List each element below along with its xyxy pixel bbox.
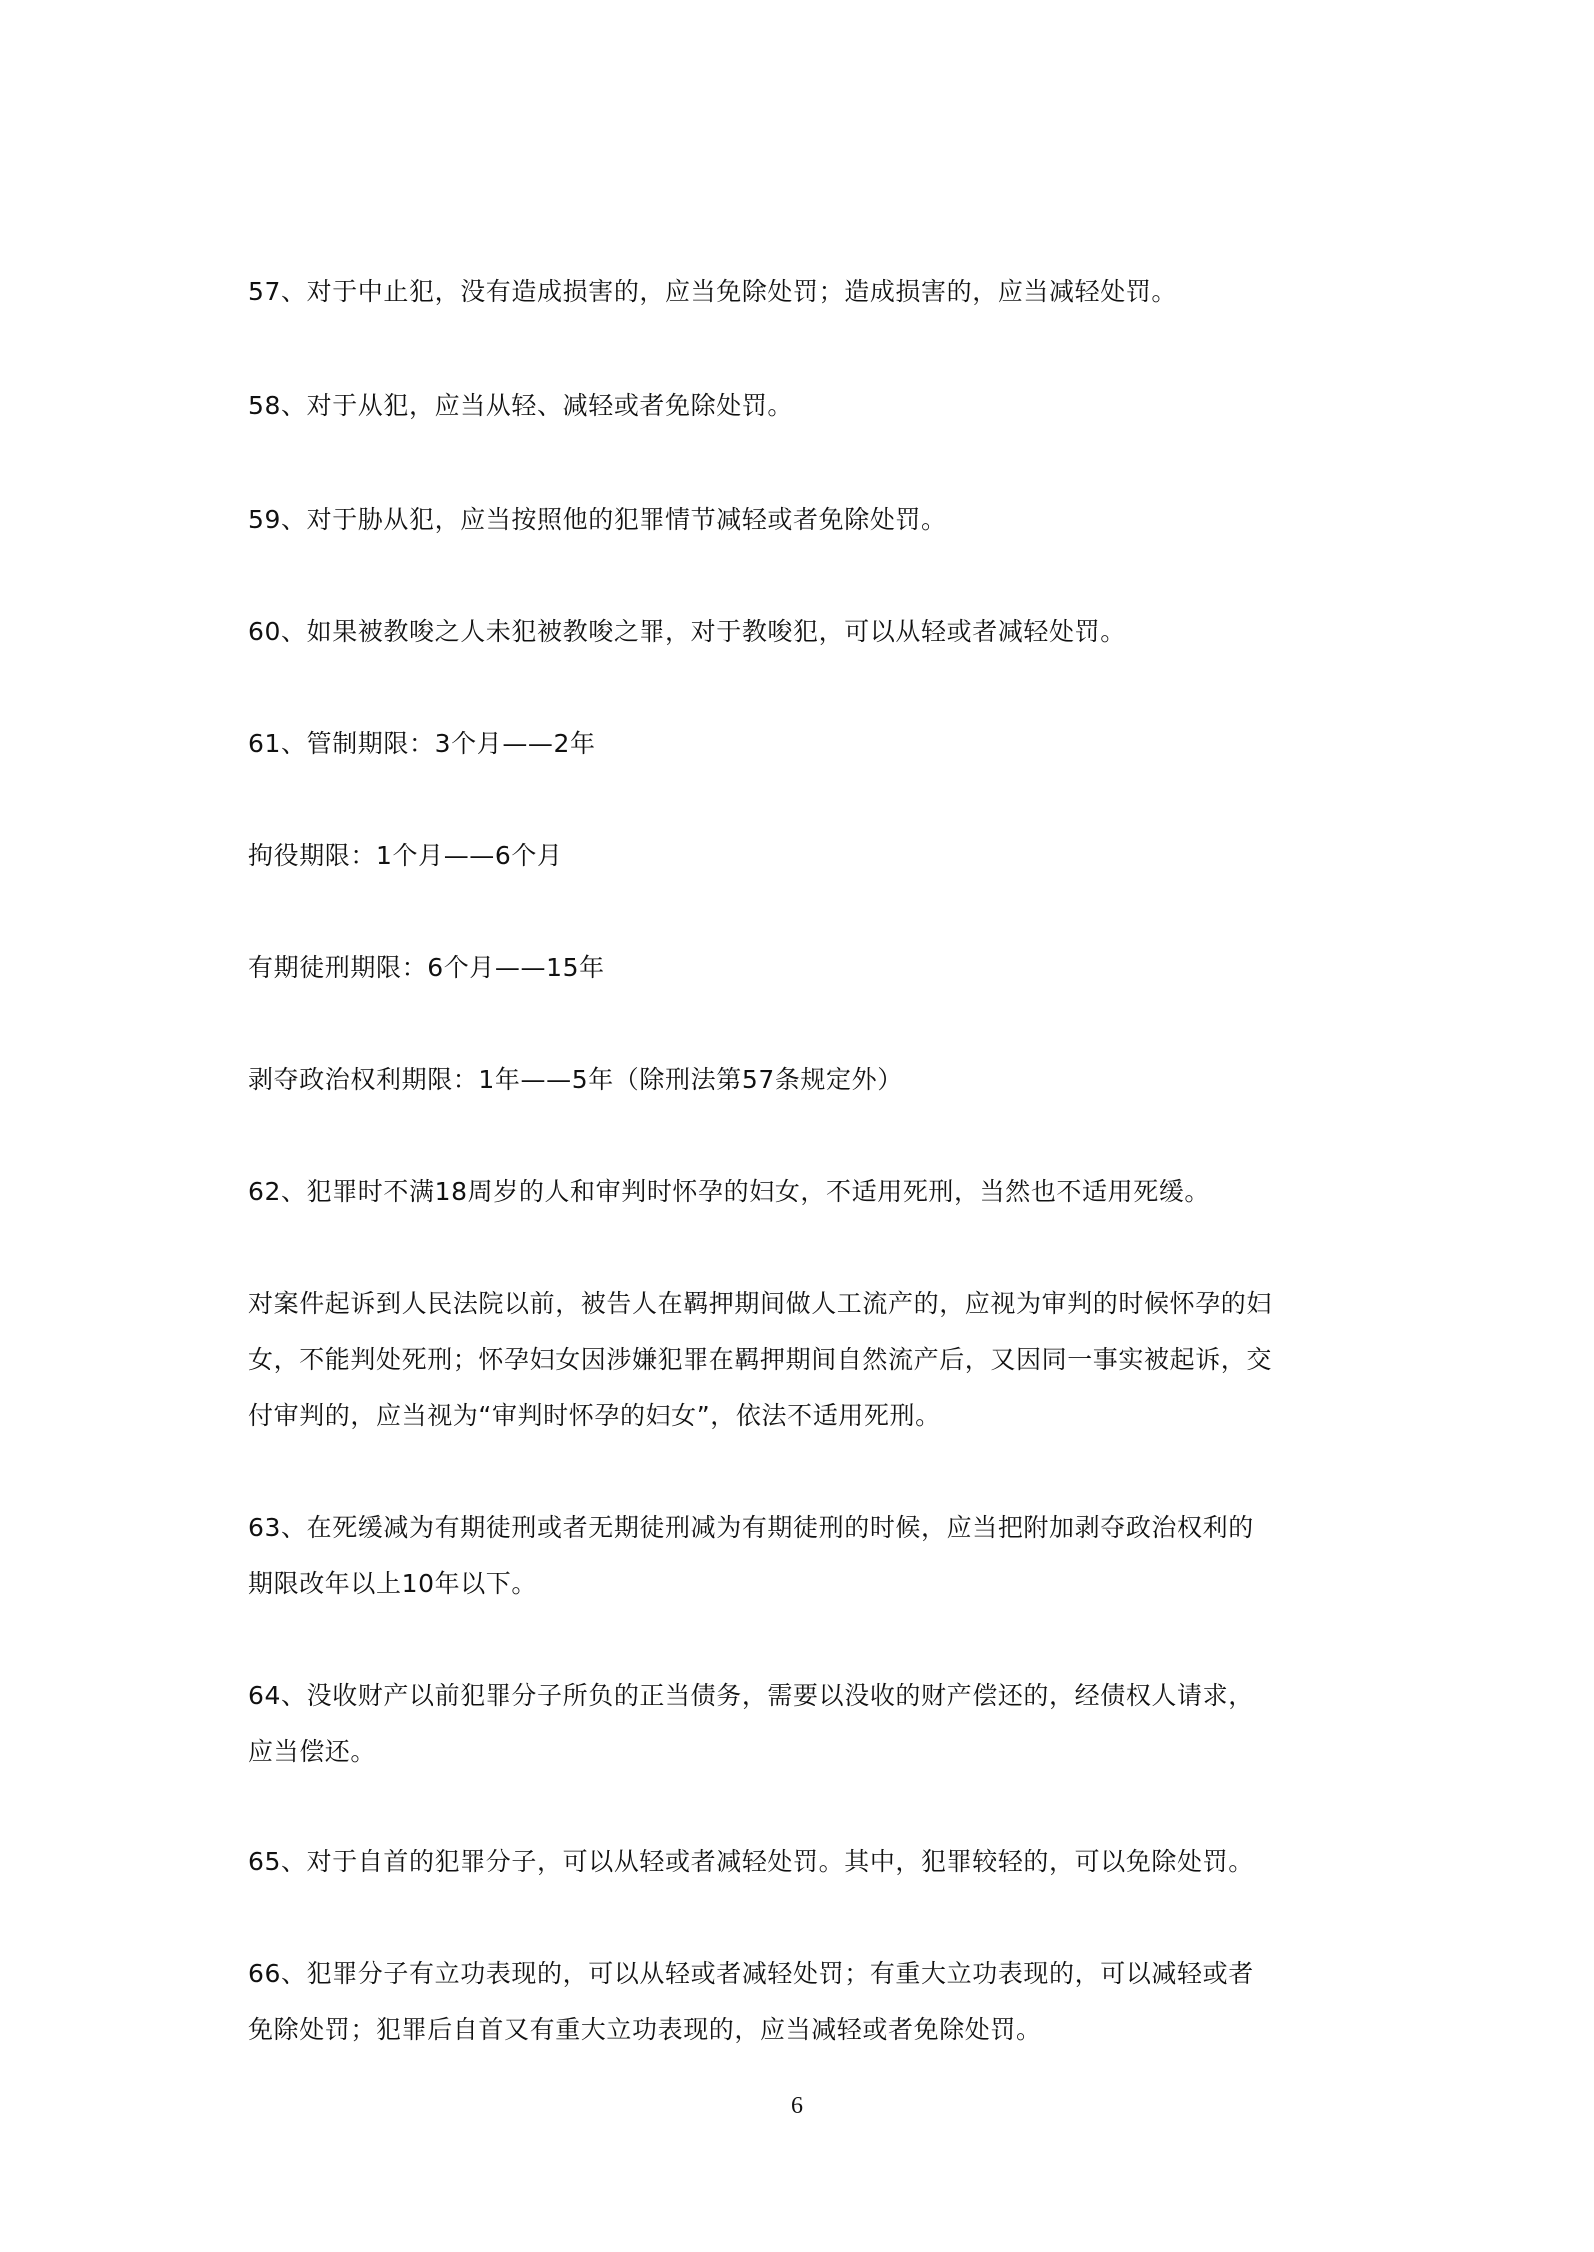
- paragraph-line: 65、对于自首的犯罪分子，可以从轻或者减轻处罚。其中，犯罪较轻的，可以免除处罚。: [248, 1847, 1254, 1876]
- paragraph-63: [248, 1500, 1360, 1612]
- paragraph-line: 付审判的，应当视为“审判时怀孕的妇女”，依法不适用死刑。: [248, 1401, 941, 1430]
- paragraph-line: 有期徒刑期限：6个月——15年: [248, 953, 605, 982]
- paragraph-59: [248, 492, 1360, 548]
- paragraph-line: 免除处罚；犯罪后自首又有重大立功表现的，应当减轻或者免除处罚。: [248, 2015, 1042, 2044]
- paragraph-line: 60、如果被教唆之人未犯被教唆之罪，对于教唆犯，可以从轻或者减轻处罚。: [248, 617, 1126, 646]
- paragraph-line: 对案件起诉到人民法院以前，被告人在羁押期间做人工流产的，应视为审判的时候怀孕的妇: [248, 1289, 1273, 1318]
- page-number: 6: [791, 2093, 803, 2119]
- paragraph-pregnancy-note: [248, 1276, 1360, 1444]
- paragraph-62: [248, 1164, 1360, 1220]
- paragraph-58: [248, 378, 1360, 434]
- paragraph-line: 59、对于胁从犯，应当按照他的犯罪情节减轻或者免除处罚。: [248, 505, 947, 534]
- paragraph-60: [248, 604, 1360, 660]
- paragraph-61: [248, 716, 1360, 772]
- paragraph-line: 57、对于中止犯，没有造成损害的，应当免除处罚；造成损害的，应当减轻处罚。: [248, 277, 1178, 306]
- paragraph-fixed-term-imprisonment: [248, 940, 1360, 996]
- paragraph-57: [248, 264, 1360, 320]
- paragraph-political-rights-term: [248, 1052, 1360, 1108]
- paragraph-line: 应当偿还。: [248, 1737, 377, 1766]
- paragraph-line: 剥夺政治权利期限：1年——5年（除刑法第57条规定外）: [248, 1065, 903, 1094]
- paragraph-detention-term: [248, 828, 1360, 884]
- paragraph-line: 66、犯罪分子有立功表现的，可以从轻或者减轻处罚；有重大立功表现的，可以减轻或者: [248, 1959, 1254, 1988]
- paragraph-66: [248, 1946, 1360, 2058]
- paragraph-line: 女，不能判处死刑；怀孕妇女因涉嫌犯罪在羁押期间自然流产后，又因同一事实被起诉，交: [248, 1345, 1273, 1374]
- paragraph-line: 64、没收财产以前犯罪分子所负的正当债务，需要以没收的财产偿还的，经债权人请求，: [248, 1681, 1254, 1710]
- paragraph-65: [248, 1834, 1360, 1890]
- paragraph-64: [248, 1668, 1360, 1780]
- paragraph-line: 61、管制期限：3个月——2年: [248, 729, 596, 758]
- paragraph-line: 拘役期限：1个月——6个月: [248, 841, 563, 870]
- paragraph-line: 58、对于从犯，应当从轻、减轻或者免除处罚。: [248, 391, 794, 420]
- paragraph-line: 62、犯罪时不满18周岁的人和审判时怀孕的妇女，不适用死刑，当然也不适用死缓。: [248, 1177, 1211, 1206]
- paragraph-line: 63、在死缓减为有期徒刑或者无期徒刑减为有期徒刑的时候，应当把附加剥夺政治权利的: [248, 1513, 1254, 1542]
- paragraph-line: 期限改年以上10年以下。: [248, 1569, 538, 1598]
